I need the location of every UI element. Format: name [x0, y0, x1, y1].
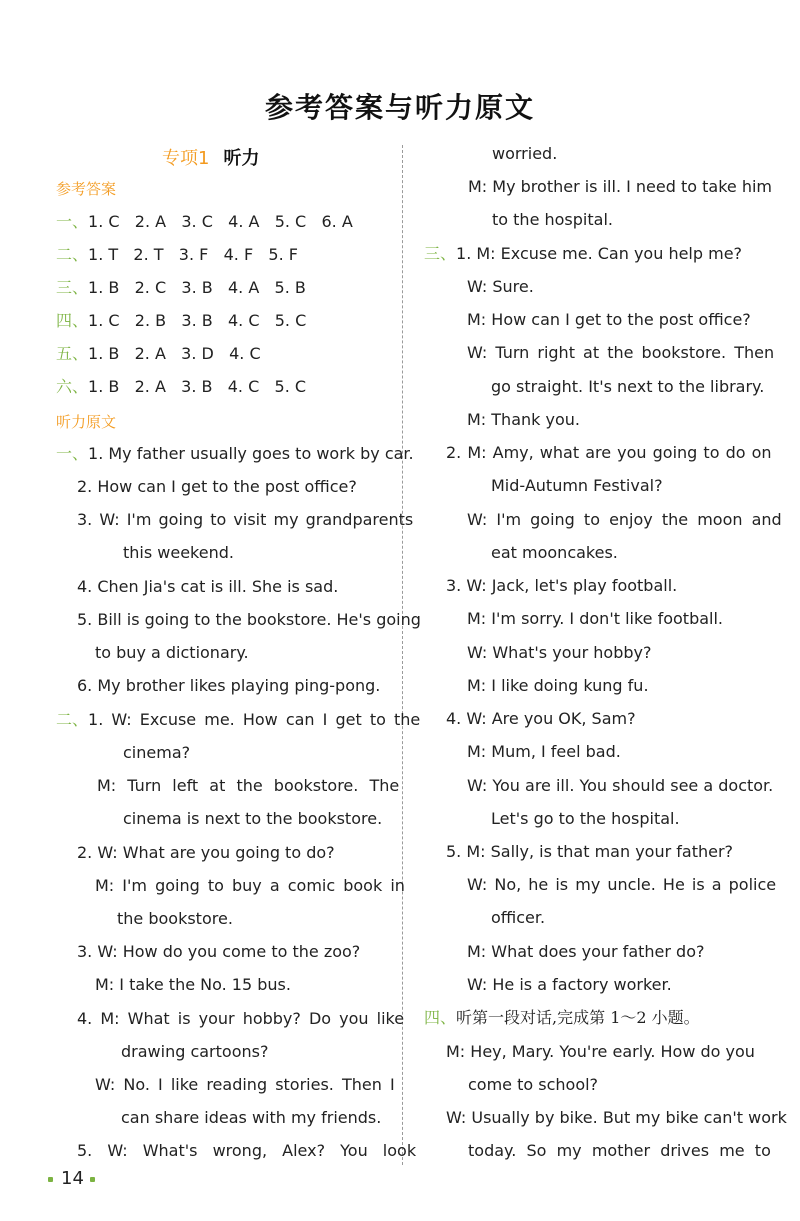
transcript-line: M: I'm going to buy a comic book in [95, 876, 405, 895]
transcript-line: 四、听第一段对话,完成第 1～2 小题。 [424, 1008, 700, 1027]
transcript-line: 4. W: Are you OK, Sam? [446, 709, 636, 728]
transcript-line: M: What does your father do? [467, 942, 705, 961]
transcript-line: officer. [491, 908, 546, 927]
transcript-line: M: Mum, I feel bad. [467, 742, 621, 761]
transcript-line: 3. W: Jack, let's play football. [446, 576, 678, 595]
transcript-line: M: Turn left at the bookstore. The [97, 776, 400, 795]
transcript-line: M: How can I get to the post office? [467, 310, 751, 329]
transcript-line: M: I like doing kung fu. [467, 676, 649, 695]
transcript-line: cinema? [123, 743, 191, 762]
transcript-line: M: I'm sorry. I don't like football. [467, 609, 724, 628]
transcript-line: W: Turn right at the bookstore. Then [467, 343, 775, 362]
answer-row: 五、1. B 2. A 3. D 4. C [56, 344, 261, 363]
transcript-line: 2. M: Amy, what are you going to do on [446, 443, 772, 462]
transcript-line: 4. M: What is your hobby? Do you like [77, 1009, 405, 1028]
transcript-line: today. So my mother drives me to [468, 1141, 771, 1160]
transcript-line: 一、1. My father usually goes to work by car. [56, 444, 414, 463]
transcript-line: Let's go to the hospital. [491, 809, 680, 828]
page-title: 参考答案与听力原文 [264, 91, 535, 124]
transcript-line: worried. [492, 144, 558, 163]
transcript-line: 6. My brother likes playing ping-pong. [77, 676, 381, 695]
answer-row: 二、1. T 2. T 3. F 4. F 5. F [56, 245, 298, 264]
answer-row: 三、1. B 2. C 3. B 4. A 5. B [56, 278, 306, 297]
transcript-line: M: I take the No. 15 bus. [95, 975, 291, 994]
transcript-line: 三、1. M: Excuse me. Can you help me? [424, 244, 743, 263]
transcript-line: 5. W: What's wrong, Alex? You look [77, 1141, 417, 1160]
transcript-line: W: What's your hobby? [467, 643, 652, 662]
transcript-line: 2. W: What are you going to do? [77, 843, 335, 862]
transcript-line: eat mooncakes. [491, 543, 618, 562]
transcript-line: 二、1. W: Excuse me. How can I get to the [56, 710, 421, 729]
transcript-label: 听力原文 [56, 413, 117, 431]
section-heading [162, 144, 259, 170]
transcript-line: W: Usually by bike. But my bike can't work [446, 1108, 787, 1127]
transcript-line: the bookstore. [117, 909, 233, 928]
transcript-line: drawing cartoons? [121, 1042, 269, 1061]
transcript-line: M: Hey, Mary. You're early. How do you [446, 1042, 755, 1061]
transcript-line: to buy a dictionary. [95, 643, 249, 662]
transcript-line: W: No, he is my uncle. He is a police [467, 875, 777, 894]
transcript-line: W: No. I like reading stories. Then I [95, 1075, 395, 1094]
transcript-line: M: My brother is ill. I need to take him [468, 177, 773, 196]
answer-label: 参考答案 [56, 180, 117, 198]
transcript-line: 5. Bill is going to the bookstore. He's going [77, 610, 421, 629]
transcript-line: 2. How can I get to the post office? [77, 477, 357, 496]
transcript-line: W: I'm going to enjoy the moon and [467, 510, 782, 529]
page-number: 14 [48, 1168, 95, 1189]
answer-row: 四、1. C 2. B 3. B 4. C 5. C [56, 311, 307, 330]
transcript-line: this weekend. [123, 543, 234, 562]
transcript-line: M: Thank you. [467, 410, 580, 429]
transcript-line: 4. Chen Jia's cat is ill. She is sad. [77, 577, 339, 596]
transcript-line: 3. W: I'm going to visit my grandparents [77, 510, 414, 529]
answer-row: 六、1. B 2. A 3. B 4. C 5. C [56, 377, 307, 396]
transcript-line: 3. W: How do you come to the zoo? [77, 942, 361, 961]
transcript-line: can share ideas with my friends. [121, 1108, 382, 1127]
transcript-line: cinema is next to the bookstore. [123, 809, 383, 828]
transcript-line: W: Sure. [467, 277, 534, 296]
page-marker-icon [90, 1177, 95, 1182]
transcript-line: Mid-Autumn Festival? [491, 476, 663, 495]
section-name: 听力 [223, 148, 260, 169]
transcript-line: come to school? [468, 1075, 599, 1094]
transcript-line: go straight. It's next to the library. [491, 377, 765, 396]
transcript-line: W: He is a factory worker. [467, 975, 672, 994]
transcript-line: 5. M: Sally, is that man your father? [446, 842, 734, 861]
page-marker-icon [48, 1177, 53, 1182]
answer-row: 一、1. C 2. A 3. C 4. A 5. C 6. A [56, 212, 353, 231]
transcript-line: to the hospital. [492, 210, 613, 229]
transcript-line: W: You are ill. You should see a doctor. [467, 776, 774, 795]
section-number: 专项1 [162, 148, 210, 169]
